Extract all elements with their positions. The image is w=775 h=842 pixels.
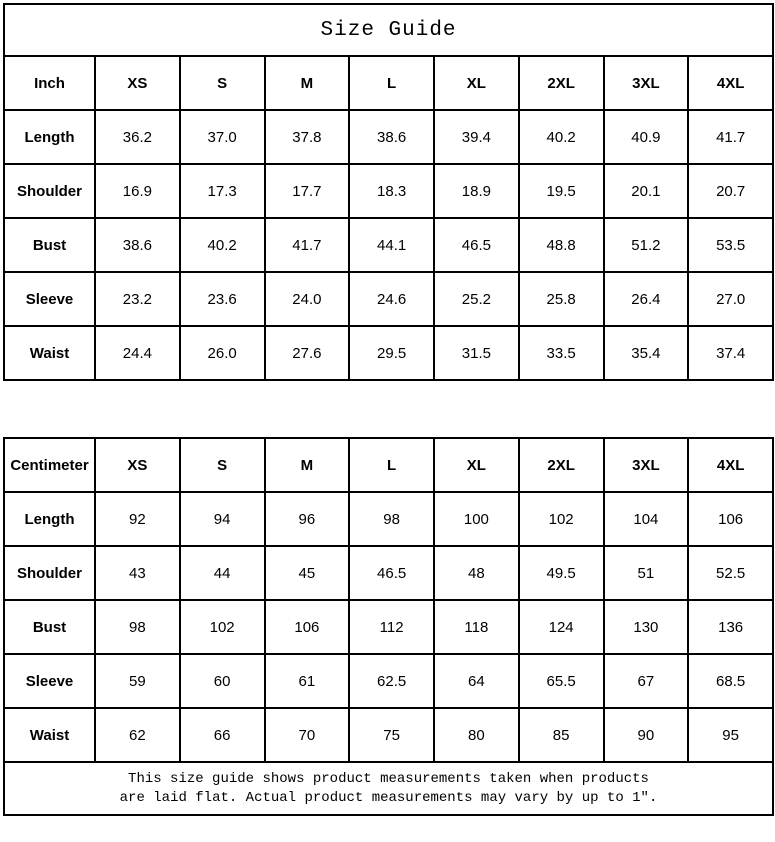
measurement-value-cell: 90 <box>604 708 689 762</box>
size-column-header: XS <box>95 56 180 110</box>
measurement-value-cell: 38.6 <box>349 110 434 164</box>
measurement-value-cell: 24.6 <box>349 272 434 326</box>
measurement-label: Waist <box>4 326 95 380</box>
measurement-value-cell: 19.5 <box>519 164 604 218</box>
size-column-header: L <box>349 56 434 110</box>
inch-table-body <box>4 110 773 380</box>
measurement-value-cell: 52.5 <box>688 546 773 600</box>
measurement-value-cell: 48.8 <box>519 218 604 272</box>
measurement-label: Length <box>4 110 95 164</box>
centimeter-header-row <box>4 438 773 492</box>
measurement-value-cell: 27.6 <box>265 326 350 380</box>
measurement-value-cell: 95 <box>688 708 773 762</box>
measurement-value-cell: 49.5 <box>519 546 604 600</box>
size-column-header: 3XL <box>604 438 689 492</box>
inch-size-table <box>3 3 774 381</box>
measurement-value-cell: 29.5 <box>349 326 434 380</box>
table-row <box>4 546 773 600</box>
measurement-value-cell: 20.7 <box>688 164 773 218</box>
measurement-value-cell: 27.0 <box>688 272 773 326</box>
footnote-row <box>4 762 773 815</box>
measurement-value-cell: 41.7 <box>688 110 773 164</box>
measurement-value-cell: 51 <box>604 546 689 600</box>
measurement-label: Bust <box>4 600 95 654</box>
measurement-value-cell: 37.4 <box>688 326 773 380</box>
measurement-value-cell: 25.8 <box>519 272 604 326</box>
measurement-label: Sleeve <box>4 272 95 326</box>
measurement-value-cell: 35.4 <box>604 326 689 380</box>
table-row <box>4 654 773 708</box>
measurement-value-cell: 102 <box>180 600 265 654</box>
measurement-value-cell: 23.2 <box>95 272 180 326</box>
title-row <box>4 4 773 56</box>
measurement-value-cell: 37.0 <box>180 110 265 164</box>
measurement-value-cell: 102 <box>519 492 604 546</box>
table-row <box>4 164 773 218</box>
measurement-value-cell: 40.2 <box>519 110 604 164</box>
measurement-value-cell: 98 <box>349 492 434 546</box>
measurement-value-cell: 40.9 <box>604 110 689 164</box>
measurement-value-cell: 96 <box>265 492 350 546</box>
measurement-value-cell: 60 <box>180 654 265 708</box>
measurement-label: Bust <box>4 218 95 272</box>
size-column-header: M <box>265 438 350 492</box>
measurement-value-cell: 26.0 <box>180 326 265 380</box>
size-column-header: XL <box>434 438 519 492</box>
footnote-line-1: This size guide shows product measurements taken when products <box>128 770 649 787</box>
measurement-value-cell: 85 <box>519 708 604 762</box>
size-column-header: 4XL <box>688 56 773 110</box>
table-row <box>4 326 773 380</box>
measurement-value-cell: 62 <box>95 708 180 762</box>
measurement-value-cell: 118 <box>434 600 519 654</box>
measurement-label: Length <box>4 492 95 546</box>
measurement-value-cell: 39.4 <box>434 110 519 164</box>
size-column-header: 2XL <box>519 438 604 492</box>
size-column-header: 2XL <box>519 56 604 110</box>
measurement-value-cell: 67 <box>604 654 689 708</box>
measurement-value-cell: 38.6 <box>95 218 180 272</box>
measurement-value-cell: 61 <box>265 654 350 708</box>
measurement-value-cell: 68.5 <box>688 654 773 708</box>
measurement-value-cell: 106 <box>688 492 773 546</box>
measurement-value-cell: 31.5 <box>434 326 519 380</box>
size-column-header: S <box>180 56 265 110</box>
measurement-value-cell: 20.1 <box>604 164 689 218</box>
size-column-header: 4XL <box>688 438 773 492</box>
table-row <box>4 492 773 546</box>
measurement-value-cell: 33.5 <box>519 326 604 380</box>
measurement-value-cell: 16.9 <box>95 164 180 218</box>
measurement-value-cell: 65.5 <box>519 654 604 708</box>
table-row <box>4 110 773 164</box>
unit-header-centimeter: Centimeter <box>4 438 95 492</box>
size-column-header: XS <box>95 438 180 492</box>
size-column-header: L <box>349 438 434 492</box>
measurement-value-cell: 48 <box>434 546 519 600</box>
measurement-value-cell: 94 <box>180 492 265 546</box>
measurement-label: Shoulder <box>4 164 95 218</box>
measurement-value-cell: 136 <box>688 600 773 654</box>
measurement-value-cell: 24.4 <box>95 326 180 380</box>
measurement-label: Waist <box>4 708 95 762</box>
measurement-value-cell: 46.5 <box>434 218 519 272</box>
measurement-value-cell: 36.2 <box>95 110 180 164</box>
table-gap <box>3 381 772 437</box>
cm-table-body <box>4 492 773 762</box>
measurement-value-cell: 59 <box>95 654 180 708</box>
table-row <box>4 600 773 654</box>
footnote-line-2: are laid flat. Actual product measurements may vary by up to 1″. <box>119 789 658 806</box>
measurement-value-cell: 64 <box>434 654 519 708</box>
table-row <box>4 708 773 762</box>
inch-header-row <box>4 56 773 110</box>
measurement-value-cell: 46.5 <box>349 546 434 600</box>
measurement-value-cell: 80 <box>434 708 519 762</box>
measurement-value-cell: 25.2 <box>434 272 519 326</box>
measurement-value-cell: 100 <box>434 492 519 546</box>
size-column-header: M <box>265 56 350 110</box>
measurement-value-cell: 44 <box>180 546 265 600</box>
table-row <box>4 218 773 272</box>
page-title: Size Guide <box>4 4 773 56</box>
measurement-value-cell: 44.1 <box>349 218 434 272</box>
measurement-value-cell: 41.7 <box>265 218 350 272</box>
measurement-value-cell: 26.4 <box>604 272 689 326</box>
measurement-label: Sleeve <box>4 654 95 708</box>
measurement-value-cell: 45 <box>265 546 350 600</box>
measurement-value-cell: 70 <box>265 708 350 762</box>
size-column-header: S <box>180 438 265 492</box>
measurement-value-cell: 130 <box>604 600 689 654</box>
measurement-value-cell: 104 <box>604 492 689 546</box>
measurement-value-cell: 124 <box>519 600 604 654</box>
size-column-header: 3XL <box>604 56 689 110</box>
measurement-value-cell: 62.5 <box>349 654 434 708</box>
measurement-value-cell: 66 <box>180 708 265 762</box>
centimeter-size-table <box>3 437 774 816</box>
measurement-value-cell: 17.3 <box>180 164 265 218</box>
measurement-value-cell: 51.2 <box>604 218 689 272</box>
table-row <box>4 272 773 326</box>
measurement-value-cell: 53.5 <box>688 218 773 272</box>
footnote <box>4 762 773 815</box>
measurement-value-cell: 37.8 <box>265 110 350 164</box>
unit-header-inch: Inch <box>4 56 95 110</box>
measurement-value-cell: 43 <box>95 546 180 600</box>
measurement-value-cell: 17.7 <box>265 164 350 218</box>
measurement-value-cell: 98 <box>95 600 180 654</box>
measurement-value-cell: 106 <box>265 600 350 654</box>
measurement-value-cell: 24.0 <box>265 272 350 326</box>
measurement-value-cell: 18.3 <box>349 164 434 218</box>
measurement-value-cell: 40.2 <box>180 218 265 272</box>
measurement-value-cell: 18.9 <box>434 164 519 218</box>
measurement-value-cell: 23.6 <box>180 272 265 326</box>
measurement-value-cell: 75 <box>349 708 434 762</box>
measurement-value-cell: 112 <box>349 600 434 654</box>
size-column-header: XL <box>434 56 519 110</box>
measurement-value-cell: 92 <box>95 492 180 546</box>
measurement-label: Shoulder <box>4 546 95 600</box>
